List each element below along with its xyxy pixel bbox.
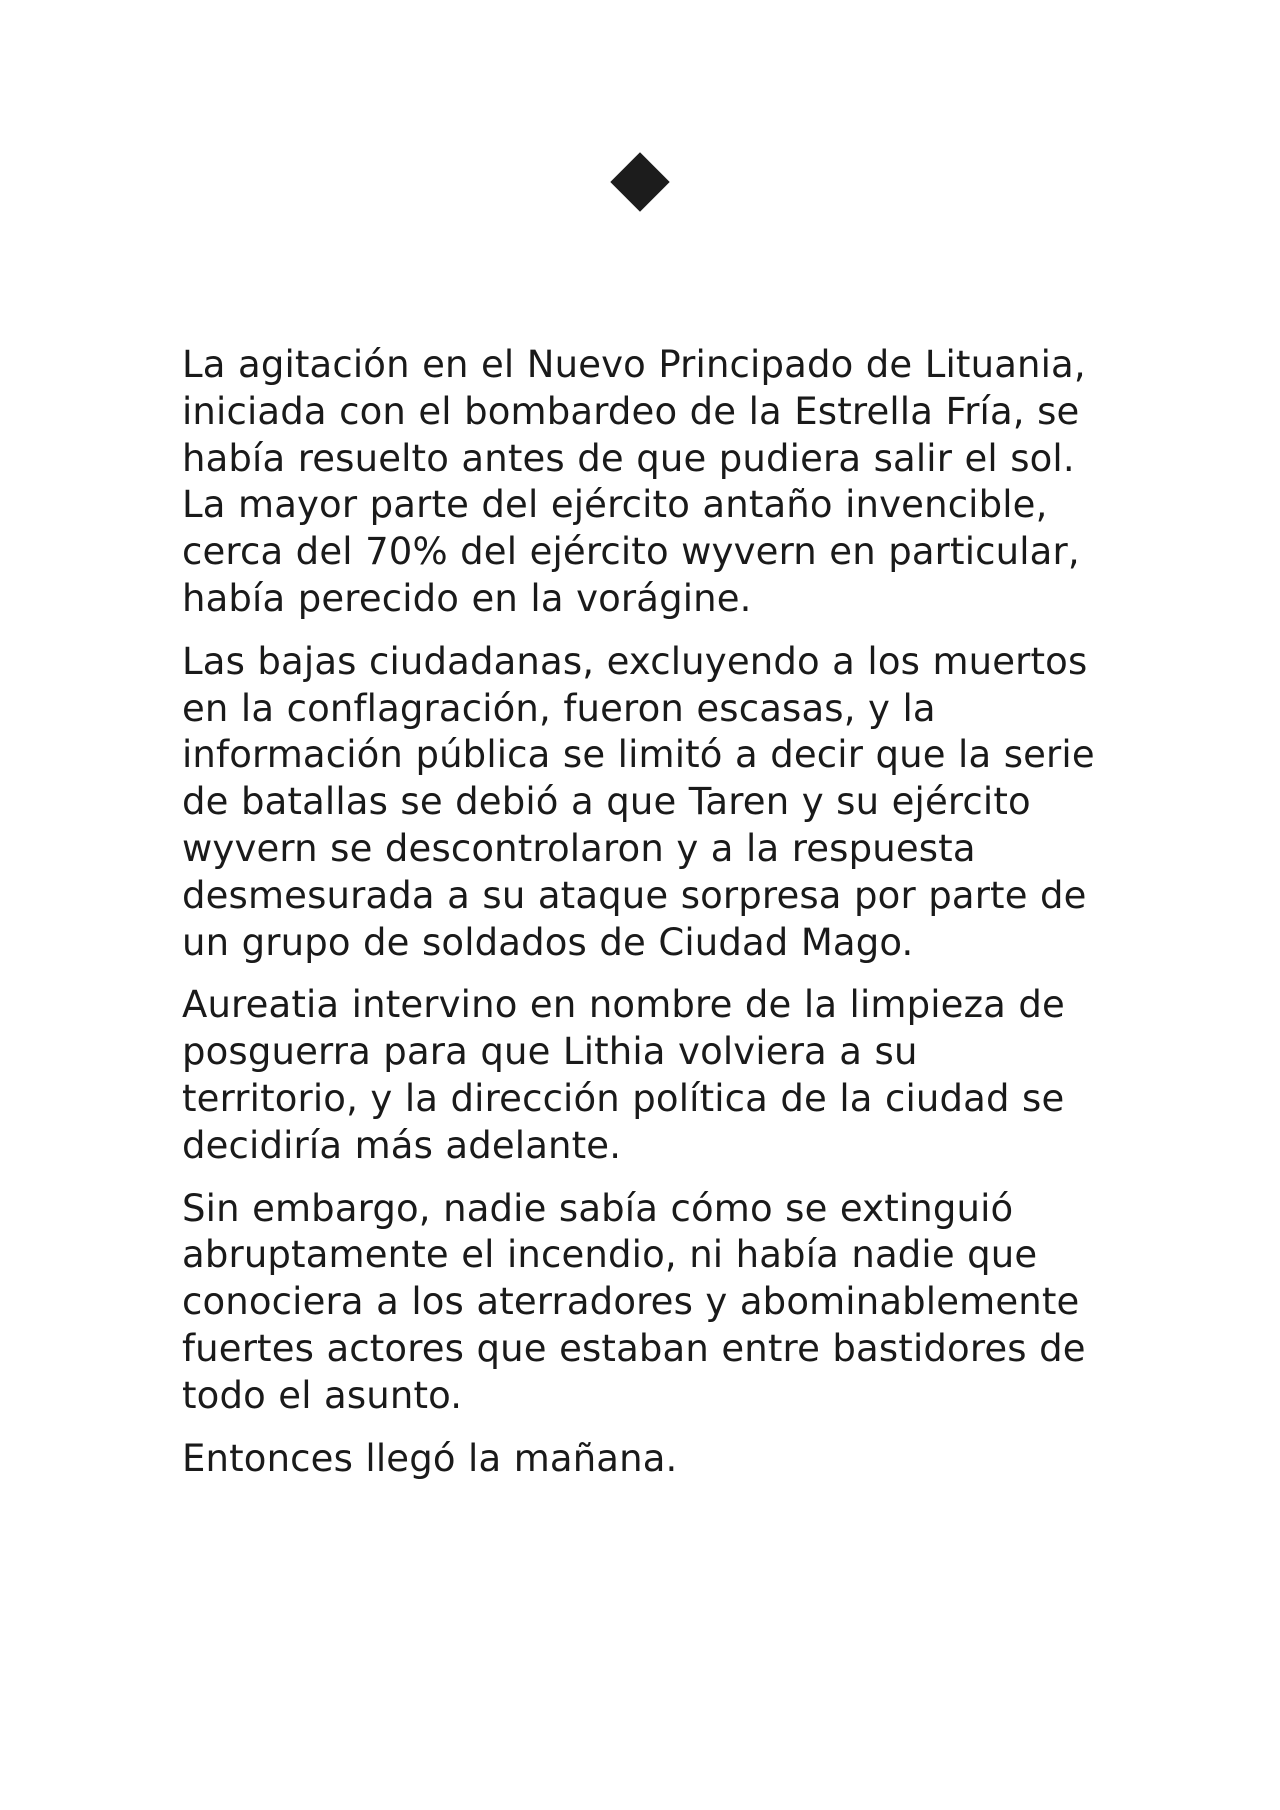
paragraph: Las bajas ciudadanas, excluyendo a los muertos en la conflagración, fueron escasas, y la información pública se limitó a decir que la serie de batallas se debió a que Taren y su ejército wyvern se descontrolaron y a la respuesta desmesurada a su ataque sorpresa por parte de un grupo de soldados de Ciudad Mago. (182, 639, 1095, 964)
paragraph: Sin embargo, nadie sabía cómo se extinguió abruptamente el incendio, ni había nadie que conociera a los aterradores y abominablemente fuertes actores que estaban entre bastidores de todo el asunto. (182, 1186, 1086, 1417)
paragraph: Entonces llegó la mañana. (182, 1436, 678, 1480)
paragraph: Aureatia intervino en nombre de la limpieza de posguerra para que Lithia volviera a su territorio, y la dirección política de la ciudad se decidiría más adelante. (182, 983, 1065, 1167)
body-text (182, 342, 1102, 1498)
paragraph: La agitación en el Nuevo Principado de Lituania, iniciada con el bombardeo de la Estrella Fría, se había resuelto antes de que pudiera salir el sol. La mayor parte del ejército antaño invencible, cerca del 70% del ejército wyvern en particular, había perecido en la vorágine. (182, 343, 1086, 620)
diamond-icon (610, 152, 669, 211)
